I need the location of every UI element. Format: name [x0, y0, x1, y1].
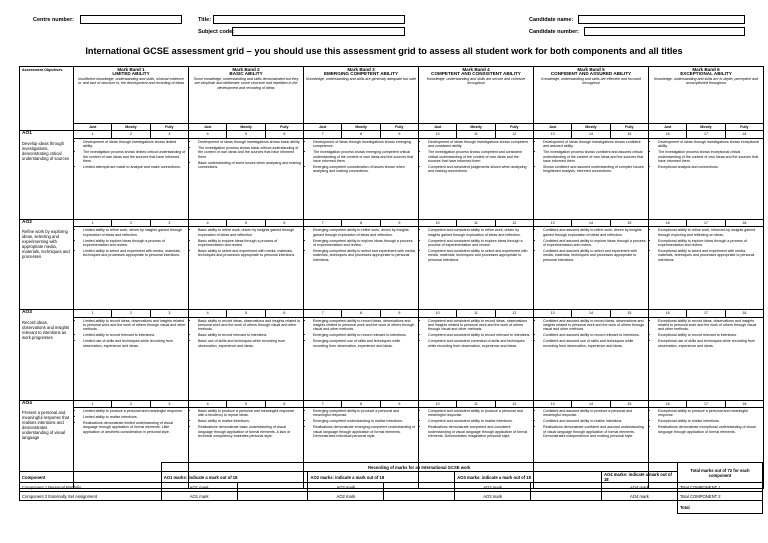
- descriptor-item: • The investigation process shows competent and consistent critical understanding of the context of own ideas and the sources that have informed them.: [428, 150, 531, 163]
- mark-cell-7[interactable]: 7: [304, 310, 342, 317]
- subject-code-field[interactable]: [232, 27, 405, 36]
- mark-cell-4[interactable]: 4: [189, 131, 227, 138]
- mark-cell-3[interactable]: 3: [150, 310, 188, 317]
- ao2-mark-label: AO2 mark: [308, 492, 384, 501]
- total-heading: Total marks out of 72 for each component: [677, 463, 762, 483]
- descriptor-item: • The investigation process shows confident and assured critical understanding of the context of own ideas and the sources that have informed them.: [543, 150, 646, 163]
- descriptor-item: • Basic ability to realise intentions.: [198, 419, 301, 423]
- band-name: Mark Band 3: [347, 67, 375, 72]
- sub-label: Fully: [265, 124, 303, 131]
- descriptor-item: • Emerging competent use of skills and techniques while recording from observation, experience and ideas.: [313, 339, 416, 348]
- band-descriptor: [304, 138, 419, 219]
- mark-cell-16[interactable]: 16: [649, 400, 687, 407]
- mark-cell-12[interactable]: 12: [495, 400, 533, 407]
- descriptor-item: • Competent and consistent ability to refine work, driven by insights gained through exploration of ideas and reflection.: [428, 228, 531, 237]
- mark-cell-1[interactable]: 1: [74, 219, 112, 226]
- mark-cell-12[interactable]: 12: [495, 219, 533, 226]
- centre-number-label: Centre number:: [33, 17, 74, 23]
- band-name: Mark Band 5: [577, 67, 605, 72]
- component-heading: Component: [20, 472, 162, 483]
- descriptor-list: [651, 140, 761, 170]
- descriptor-list: [306, 228, 416, 262]
- sub-label: Mostly: [227, 124, 265, 131]
- mark-cell-5[interactable]: 5: [227, 400, 265, 407]
- ao-code: AO2: [22, 219, 32, 225]
- mark-cell-9[interactable]: 9: [380, 219, 418, 226]
- band-name: Mark Band 1: [117, 67, 145, 72]
- band-level: CONFIDENT AND ASSURED ABILITY: [550, 71, 632, 77]
- descriptor-item: • Emerging competent ability to select and experiment with media, materials, techniques and processes appropriate to personal intentions.: [313, 249, 416, 262]
- descriptor-item: • Development of ideas through investigations shows exceptional ability.: [658, 140, 761, 149]
- corner-heading: Assessment Objectives: [20, 67, 74, 131]
- band-header: [534, 67, 649, 124]
- descriptor-item: • Development of ideas through investigations shows emerging competence.: [313, 140, 416, 149]
- sub-label: Fully: [725, 124, 763, 131]
- ao-code: AO4: [22, 400, 32, 406]
- assessment-grid: [19, 66, 764, 489]
- band-level: LIMITED ABILITY: [112, 71, 150, 77]
- band-header: [419, 67, 534, 124]
- total-component-1[interactable]: Total COMPONENT 1: [677, 483, 762, 492]
- band-description: Knowledge, understanding and skills are secure and cohesive throughout: [426, 76, 526, 86]
- descriptor-list: [191, 319, 301, 349]
- descriptor-list: [536, 319, 646, 349]
- page-title: International GCSE assessment grid – you should use this assessment grid to assess all student work for both components and all titles: [85, 46, 683, 56]
- descriptor-list: [536, 228, 646, 262]
- centre-number-field[interactable]: [80, 15, 182, 24]
- descriptor-item: • Emerging competent consideration of issues shown when analysing and making connections.: [313, 165, 416, 174]
- descriptor-item: • Exceptional ability to produce a personal and meaningful response.: [658, 409, 761, 418]
- descriptor-list: [421, 140, 531, 174]
- descriptor-list: [191, 409, 301, 439]
- band-description: Knowledge, understanding and skills are in-depth, perceptive and accomplished throughout: [653, 76, 759, 86]
- ao1-mark-label: AO1 mark: [161, 483, 237, 492]
- band-description: Some knowledge, understanding and skills demonstrated but they are simplistic and deliberate; some structure and repetition in the development and recording of ideas: [193, 76, 299, 90]
- descriptor-item: • Emerging competent understanding to realise intentions.: [313, 419, 416, 423]
- mark-cell-14[interactable]: 14: [572, 310, 610, 317]
- descriptor-item: • Competent and consistent ability to realise intentions.: [428, 419, 531, 423]
- sub-label: Mostly: [342, 124, 380, 131]
- descriptor-item: • Development of ideas through investigations shows basic ability.: [198, 140, 301, 144]
- descriptor-item: • Competent and consistent ability to record ideas, observations and insights related to personal work and the work of others through visual and other methods.: [428, 319, 531, 332]
- mark-cell-12[interactable]: 12: [495, 131, 533, 138]
- band-description: Knowledge, understanding and skills are effective and focused throughout: [541, 76, 641, 86]
- sub-label: Just: [649, 124, 687, 131]
- descriptor-item: • Realisations demonstrate basic understanding of visual language through application of formal elements. A lack of technical competency frustrates personal style.: [198, 425, 301, 438]
- mark-cell-14[interactable]: 14: [572, 131, 610, 138]
- descriptor-list: [306, 140, 416, 174]
- sub-label: Fully: [610, 124, 648, 131]
- ao3-mark-label: AO3 mark: [455, 492, 531, 501]
- band-description: Insufficient knowledge, understanding and skills, minimal evidence or, and lack of structure in, the development and recording of ideas: [77, 76, 185, 86]
- mark-cell-10[interactable]: 10: [419, 310, 457, 317]
- descriptor-item: • Confident and assured ability to produce a personal and meaningful response.: [543, 409, 646, 418]
- ao2-heading: AO2 marks: indicate a mark out of 18: [308, 472, 455, 483]
- mark-cell-16[interactable]: 16: [649, 131, 687, 138]
- component-2-label: Component 2 Externally Set Assignment: [20, 492, 162, 501]
- mark-cell-6[interactable]: 6: [265, 400, 303, 407]
- mark-cell-2[interactable]: 2: [112, 310, 150, 317]
- descriptor-item: • Realisations demonstrate emerging competent understanding of visual language through application of formal elements. Demonstrates individual personal style.: [313, 425, 416, 438]
- mark-cell-13[interactable]: 13: [534, 131, 572, 138]
- descriptor-item: • Limited ability to select and experiment with media, materials, techniques and processes appropriate to personal intentions.: [83, 249, 186, 258]
- descriptor-item: • Competent and consistent ability to produce a personal and meaningful response.: [428, 409, 531, 418]
- sub-label: Just: [304, 124, 342, 131]
- mark-cell-10[interactable]: 10: [419, 400, 457, 407]
- ao-cell: [20, 131, 74, 219]
- band-descriptor: [534, 138, 649, 219]
- band-descriptor: [304, 227, 419, 310]
- band-descriptor: [189, 138, 304, 219]
- band-descriptor: [649, 227, 764, 310]
- mark-cell-13[interactable]: 13: [534, 219, 572, 226]
- ao-cell: [20, 310, 74, 400]
- descriptor-item: • Shows confident and assured understanding of complex issues, heightened analysis, informed connections.: [543, 165, 646, 174]
- mark-cell-3[interactable]: 3: [150, 131, 188, 138]
- mark-cell-5[interactable]: 5: [227, 219, 265, 226]
- ao-description: Present a personal and meaningful response that realises intentions and demonstrates understanding of visual language: [22, 410, 70, 441]
- ao3-mark-label: AO3 mark: [455, 483, 531, 492]
- descriptor-item: • Limited ability to produce a personal and meaningful response.: [83, 409, 186, 413]
- descriptor-item: • Basic ability to record relevant to intentions.: [198, 333, 301, 337]
- mark-cell-2[interactable]: 2: [112, 400, 150, 407]
- band-name: Mark Band 6: [692, 67, 720, 72]
- descriptor-item: • Realisations demonstrate confident and assured understanding of visual language through application of formal elements. Demonstrates independence and exciting personal style.: [543, 425, 646, 438]
- ao4-heading: AO4 marks: indicate a mark out of 18: [601, 472, 677, 483]
- candidate-number-label: Candidate number:: [529, 29, 580, 35]
- grand-total[interactable]: Total: [677, 501, 762, 514]
- band-header: [74, 67, 189, 124]
- descriptor-item: • Basic ability to produce a personal and meaningful response with a tendency to repeat ideas.: [198, 409, 301, 418]
- descriptor-item: • Confident and assured ability to select and experiment with media, materials, techniques and processes appropriate to personal intentions.: [543, 249, 646, 262]
- descriptor-item: • Competent and consistent command of skills and techniques while recording from observation, experience and ideas.: [428, 339, 531, 348]
- band-descriptor: [534, 227, 649, 310]
- title-field[interactable]: [213, 15, 405, 24]
- ao2-mark-c1[interactable]: [384, 483, 455, 492]
- descriptor-item: • Exceptional ability to record relevant to intentions.: [658, 333, 761, 337]
- band-descriptor: [304, 317, 419, 400]
- mark-cell-17[interactable]: 17: [687, 131, 725, 138]
- ao2-mark-label: AO2 mark: [308, 483, 384, 492]
- band-level: EMERGING COMPETENT ABILITY: [323, 71, 399, 77]
- descriptor-list: [76, 409, 186, 434]
- descriptor-item: • Confident and assured ability to explore ideas through a process of experimentation and review.: [543, 239, 646, 248]
- descriptor-item: • Exceptional ability to refine work, informed by insights gained through exploring and reflecting on ideas.: [658, 228, 761, 237]
- descriptor-item: • The investigation process shows basic critical understanding of the context of own ideas and the sources that have informed them.: [198, 146, 301, 159]
- descriptor-item: • Basic use of skills and techniques while recording from observation, experience and ideas.: [198, 339, 301, 348]
- band-level: EXCEPTIONAL ABILITY: [680, 71, 732, 77]
- mark-cell-12[interactable]: 12: [495, 310, 533, 317]
- descriptor-item: • Basic ability to explore ideas through a process of experimentation and review.: [198, 239, 301, 248]
- descriptor-item: • Exceptional ability to explore ideas through a process of experimentation and review.: [658, 239, 761, 248]
- descriptor-item: • Basic understanding of some issues when analysing and making connections.: [198, 161, 301, 170]
- ao-description: Refine work by exploring ideas, selecting and experimenting with appropriate media, materials, techniques and processes: [22, 229, 70, 260]
- band-descriptor: [74, 138, 189, 219]
- descriptor-item: • Competent and consistent ability to explore ideas through a process of experimentation and review.: [428, 239, 531, 248]
- mark-cell-11[interactable]: 11: [457, 400, 495, 407]
- ao4-mark-label: AO4 mark: [601, 492, 677, 501]
- descriptor-item: • Development of ideas through investigations shows confident and assured ability.: [543, 140, 646, 149]
- ao4-mark-label: AO4 mark: [601, 483, 677, 492]
- ao-description: Develop ideas through investigations, demonstrating critical understanding of sources: [22, 140, 70, 161]
- mark-cell-11[interactable]: 11: [457, 310, 495, 317]
- mark-cell-6[interactable]: 6: [265, 131, 303, 138]
- descriptor-list: [651, 409, 761, 434]
- descriptor-item: • Limited ability to record ideas, observations and insights related to personal work and the work of others through visual and other methods.: [83, 319, 186, 332]
- band-header: [189, 67, 304, 124]
- mark-cell-18[interactable]: 18: [725, 131, 763, 138]
- descriptor-item: • Competent and consistent judgements shown when analysing and making connections.: [428, 165, 531, 174]
- mark-cell-8[interactable]: 8: [342, 131, 380, 138]
- descriptor-item: • Confident and assured use of skills and techniques while recording from observation, experience and ideas.: [543, 339, 646, 348]
- mark-cell-1[interactable]: 1: [74, 131, 112, 138]
- ao1-mark-label: AO1 mark: [161, 492, 237, 501]
- mark-cell-16[interactable]: 16: [649, 310, 687, 317]
- ao-cell: [20, 219, 74, 309]
- mark-cell-10[interactable]: 10: [419, 131, 457, 138]
- recording-table: [19, 462, 763, 514]
- descriptor-item: • Basic ability to select and experiment with media, materials, techniques and processes appropriate to personal intentions.: [198, 249, 301, 258]
- descriptor-item: • Confident and assured ability to record relevant to intentions.: [543, 333, 646, 337]
- mark-cell-18[interactable]: 18: [725, 310, 763, 317]
- band-descriptor: [419, 138, 534, 219]
- ao3-mark-c2[interactable]: [531, 492, 602, 501]
- sub-label: Just: [74, 124, 112, 131]
- mark-cell-13[interactable]: 13: [534, 310, 572, 317]
- descriptor-item: • Limited ability to record relevant to intentions.: [83, 333, 186, 337]
- descriptor-list: [421, 319, 531, 349]
- mark-cell-5[interactable]: 5: [227, 131, 265, 138]
- sub-label: Fully: [150, 124, 188, 131]
- mark-cell-3[interactable]: 3: [150, 219, 188, 226]
- mark-cell-16[interactable]: 16: [649, 219, 687, 226]
- descriptor-item: • Exceptional analysis and connections.: [658, 165, 761, 169]
- title-label: Title:: [198, 17, 212, 23]
- mark-cell-6[interactable]: 6: [265, 219, 303, 226]
- band-descriptor: [74, 317, 189, 400]
- descriptor-item: • Emerging competent ability to record relevant to intentions.: [313, 333, 416, 337]
- mark-cell-1[interactable]: 1: [74, 310, 112, 317]
- candidate-number-field[interactable]: [584, 27, 745, 36]
- mark-cell-3[interactable]: 3: [150, 400, 188, 407]
- descriptor-item: • Realisations demonstrate competent and consistent understanding of visual language through application of formal elements. Demonstrates imaginative personal style.: [428, 425, 531, 438]
- descriptor-list: [651, 319, 761, 349]
- descriptor-list: [536, 409, 646, 439]
- mark-cell-6[interactable]: 6: [265, 310, 303, 317]
- recording-title: Recording of marks for an International GCSE work: [161, 463, 677, 472]
- mark-cell-8[interactable]: 8: [342, 219, 380, 226]
- mark-cell-9[interactable]: 9: [380, 310, 418, 317]
- mark-cell-15[interactable]: 15: [610, 219, 648, 226]
- descriptor-item: • Development of ideas through investigations shows competent and consistent ability.: [428, 140, 531, 149]
- mark-cell-14[interactable]: 14: [572, 219, 610, 226]
- sub-label: Mostly: [112, 124, 150, 131]
- band-descriptor: [189, 317, 304, 400]
- descriptor-list: [76, 228, 186, 258]
- descriptor-item: • Exceptional ability to record ideas, observations and insights related to personal work and the work of others through visual and other methods.: [658, 319, 761, 332]
- mark-cell-11[interactable]: 11: [457, 131, 495, 138]
- band-name: Mark Band 4: [462, 67, 490, 72]
- rec-blank: [20, 463, 162, 472]
- descriptor-list: [76, 140, 186, 170]
- sub-label: Mostly: [572, 124, 610, 131]
- mark-cell-17[interactable]: 17: [687, 310, 725, 317]
- band-descriptor: [419, 227, 534, 310]
- ao-code: AO1: [22, 131, 32, 137]
- mark-cell-18[interactable]: 18: [725, 400, 763, 407]
- mark-cell-13[interactable]: 13: [534, 400, 572, 407]
- descriptor-item: • Emerging competent ability to refine work, driven by insights gained through exploration of ideas and reflection.: [313, 228, 416, 237]
- component-1-label: Component 1 Personal Portfolio: [20, 483, 162, 492]
- mark-cell-7[interactable]: 7: [304, 131, 342, 138]
- descriptor-list: [191, 228, 301, 258]
- descriptor-item: • Limited ability to explore ideas through a process of experimentation and review.: [83, 239, 186, 248]
- mark-cell-4[interactable]: 4: [189, 400, 227, 407]
- descriptor-item: • Limited ability to refine work, driven by insights gained through exploration of ideas and reflection.: [83, 228, 186, 237]
- mark-cell-15[interactable]: 15: [610, 400, 648, 407]
- descriptor-list: [421, 409, 531, 439]
- descriptor-item: • Emerging competent ability to record ideas, observations and insights related to personal work and the work of others through visual and other methods.: [313, 319, 416, 332]
- mark-cell-10[interactable]: 10: [419, 219, 457, 226]
- descriptor-list: [191, 140, 301, 170]
- descriptor-list: [536, 140, 646, 174]
- mark-cell-7[interactable]: 7: [304, 219, 342, 226]
- mark-cell-4[interactable]: 4: [189, 310, 227, 317]
- band-header: [304, 67, 419, 124]
- descriptor-item: • Exceptional ability to realise intentions.: [658, 419, 761, 423]
- mark-cell-2[interactable]: 2: [112, 131, 150, 138]
- descriptor-item: • Confident and assured ability to record ideas, observations and insights related to personal work and the work of others through visual and other methods.: [543, 319, 646, 332]
- descriptor-item: • Competent and consistent ability to select and experiment with media, materials, techniques and processes appropriate to personal intentions.: [428, 249, 531, 262]
- descriptor-list: [306, 409, 416, 439]
- sub-label: Fully: [380, 124, 418, 131]
- descriptor-item: • Basic ability to refine work, driven by insights gained through exploration of ideas and reflection.: [198, 228, 301, 237]
- band-descriptor: [649, 138, 764, 219]
- descriptor-item: • Confident and assured ability to realise intentions.: [543, 419, 646, 423]
- ao2-mark-c2[interactable]: [384, 492, 455, 501]
- descriptor-item: • Development of ideas through investigations shows limited ability.: [83, 140, 186, 149]
- descriptor-item: • The investigation process shows limited critical understanding of the context of own ideas and the sources that have informed them.: [83, 150, 186, 163]
- ao1-heading: AO1 marks: indicate a mark out of 18: [161, 472, 308, 483]
- sub-label: Just: [534, 124, 572, 131]
- sub-label: Mostly: [687, 124, 725, 131]
- descriptor-item: • Emerging competent ability to explore ideas through a process of experimentation and review.: [313, 239, 416, 248]
- band-name: Mark Band 2: [232, 67, 260, 72]
- descriptor-item: • Confident and assured ability to refine work, driven by insights gained through exploration of ideas and reflection.: [543, 228, 646, 237]
- mark-cell-9[interactable]: 9: [380, 400, 418, 407]
- rec-blank: [20, 501, 678, 514]
- descriptor-item: • Emerging competent ability to produce a personal and meaningful response.: [313, 409, 416, 418]
- descriptor-item: • The investigation process shows emerging competent critical understanding of the context of own ideas and the sources that have informed them.: [313, 150, 416, 163]
- descriptor-item: • The investigation process shows exceptional critical understanding of the context of own ideas and the sources that have informed them.: [658, 150, 761, 163]
- band-descriptor: [74, 227, 189, 310]
- descriptor-item: • Basic ability to record ideas, observations and insights related to personal work and the work of others through visual and other methods.: [198, 319, 301, 332]
- sub-label: Just: [419, 124, 457, 131]
- band-descriptor: [189, 227, 304, 310]
- total-component-2[interactable]: Total COMPONENT 2: [677, 492, 762, 501]
- descriptor-item: • Exceptional use of skills and techniques while recording from observation, experience and ideas.: [658, 339, 761, 348]
- mark-cell-2[interactable]: 2: [112, 219, 150, 226]
- mark-cell-8[interactable]: 8: [342, 400, 380, 407]
- ao1-mark-c2[interactable]: [237, 492, 308, 501]
- mark-cell-7[interactable]: 7: [304, 400, 342, 407]
- mark-cell-8[interactable]: 8: [342, 310, 380, 317]
- ao3-heading: AO3 marks: indicate a mark out of 18: [455, 472, 602, 483]
- descriptor-item: • Limited ability to realise intentions.: [83, 415, 186, 419]
- descriptor-item: • Limited use of skills and techniques while recording from observation, experience and ideas.: [83, 339, 186, 348]
- descriptor-item: • Realisations demonstrate exceptional understanding of visual language through application of formal elements.: [658, 425, 761, 434]
- ao-description: Record ideas, observations and insights relevant to intentions as work progresses: [22, 319, 70, 340]
- mark-cell-17[interactable]: 17: [687, 219, 725, 226]
- band-header: [649, 67, 764, 124]
- subject-code-label: Subject code:: [198, 29, 235, 35]
- descriptor-item: • Exceptional ability to select and experiment with media, materials, techniques and processes appropriate to personal intentions.: [658, 249, 761, 262]
- descriptor-list: [421, 228, 531, 262]
- band-descriptor: [419, 317, 534, 400]
- mark-cell-14[interactable]: 14: [572, 400, 610, 407]
- mark-cell-18[interactable]: 18: [725, 219, 763, 226]
- band-descriptor: [649, 317, 764, 400]
- mark-cell-5[interactable]: 5: [227, 310, 265, 317]
- descriptor-list: [651, 228, 761, 262]
- band-level: BASIC ABILITY: [229, 71, 263, 77]
- sub-label: Mostly: [457, 124, 495, 131]
- ao-code: AO3: [22, 310, 32, 316]
- mark-cell-15[interactable]: 15: [610, 131, 648, 138]
- mark-cell-17[interactable]: 17: [687, 400, 725, 407]
- candidate-name-label: Candidate name:: [529, 17, 574, 23]
- mark-cell-15[interactable]: 15: [610, 310, 648, 317]
- ao1-mark-c1[interactable]: [237, 483, 308, 492]
- mark-cell-4[interactable]: 4: [189, 219, 227, 226]
- mark-cell-9[interactable]: 9: [380, 131, 418, 138]
- descriptor-list: [76, 319, 186, 349]
- sub-label: Just: [189, 124, 227, 131]
- ao3-mark-c1[interactable]: [531, 483, 602, 492]
- mark-cell-11[interactable]: 11: [457, 219, 495, 226]
- descriptor-item: • Realisations demonstrate limited understanding of visual language through application of formal elements. Little application of aesthetic consideration in personal style.: [83, 421, 186, 434]
- descriptor-list: [306, 319, 416, 349]
- candidate-name-field[interactable]: [578, 15, 745, 24]
- band-level: COMPETENT AND CONSISTENT ABILITY: [431, 71, 521, 77]
- sub-label: Fully: [495, 124, 533, 131]
- band-description: Knowledge, understanding and skills are generally adequate but safe: [306, 76, 416, 81]
- mark-cell-1[interactable]: 1: [74, 400, 112, 407]
- descriptor-item: • Limited attempts are made to analyse and make connections.: [83, 165, 186, 169]
- band-descriptor: [534, 317, 649, 400]
- descriptor-item: • Competent and consistent ability to record relevant to intentions.: [428, 333, 531, 337]
